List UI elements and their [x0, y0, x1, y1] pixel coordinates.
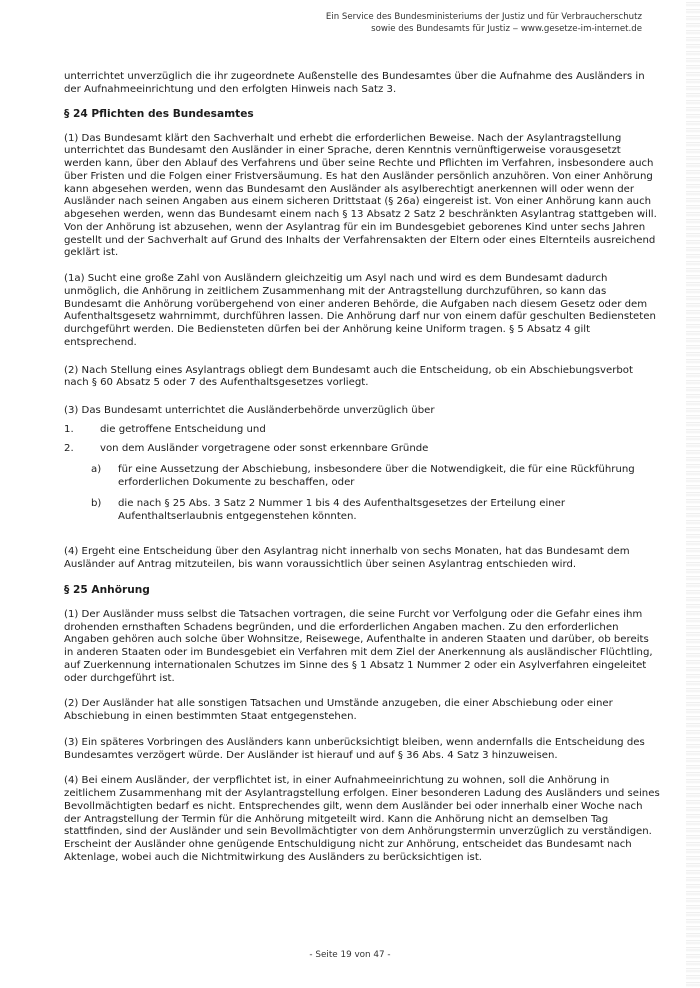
intro-paragraph: unterrichtet unverzüglich die ihr zugeordnete Außenstelle des Bundesamtes über die Aufnahme des Ausländers in der Aufnahmeeinrichtung und den erfolgten Hinweis nach Satz 3.	[64, 71, 645, 95]
section-25-heading: § 25 Anhörung	[64, 583, 150, 596]
section-24-paragraph-1a: (1a) Sucht eine große Zahl von Ausländern gleichzeitig um Asyl nach und wird es dem Bundesamt dadurch unmöglich, die Anhörung in zeitlichem Zusammenhang mit der Antragstellung durchzuführen, so kann das Bundesamt die Anhörung vorübergehend von einer anderen Behörde, die Aufgaben nach diesem Gesetz oder dem Aufenthaltsgesetz wahrnimmt, durchführen lassen. Die Anhörung darf nur von einem dafür geschulten Bediensteten durchgeführt werden. Die Bediensteten dürfen bei der Anhörung keine Uniform tragen. § 5 Absatz 4 gilt entsprechend.	[64, 273, 656, 348]
sublist-item-letter: a)	[91, 464, 102, 476]
sublist-item	[64, 464, 660, 490]
section-24-paragraph-1: (1) Das Bundesamt klärt den Sachverhalt und erhebt die erforderlichen Beweise. Nach der Asylantragstellung unterrichtet das Bundesamt den Ausländer in einer Sprache, deren Kenntnis vernünftigerweise vorausgesetzt werden kann, über den Ablauf des Verfahrens und über seine Rechte und Pflichten im Verfahren, insbesondere auch über Fristen und die Folgen einer Fristversäumung. Es hat den Ausländer persönlich anzuhören. Von einer Anhörung kann abgesehen werden, wenn das Bundesamt den Ausländer als asylberechtigt anerkennen will oder wenn der Ausländer nach seinen Angaben aus einem sicheren Drittstaat (§ 26a) eingereist ist. Von einer Anhörung kann auch abgesehen werden, wenn das Bundesamt einem nach § 13 Absatz 2 Satz 2 beschränkten Asylantrag stattgeben will. Von der Anhörung ist abzusehen, wenn der Asylantrag für ein im Bundesgebiet geborenes Kind unter sechs Jahren gestellt und der Sachverhalt auf Grund des Inhalts der Verfahrensakten der Eltern oder eines Elternteils ausreichend geklärt ist.	[64, 132, 657, 259]
list-item-number: 1.	[64, 423, 74, 435]
header-line-1: Ein Service des Bundesministeriums der Justiz und für Verbraucherschutz	[325, 12, 642, 22]
list-item-text: von dem Ausländer vorgetragene oder sonst erkennbare Gründe	[100, 442, 429, 454]
list-item	[64, 443, 660, 456]
header-line-2: sowie des Bundesamts für Justiz ‒ www.gesetze-im-internet.de	[371, 24, 642, 34]
sublist-item-text: die nach § 25 Abs. 3 Satz 2 Nummer 1 bis 4 des Aufenthaltsgesetzes der Erteilung einer Aufenthaltserlaubnis entgegenstehen könnten.	[118, 497, 566, 522]
section-24-paragraph-3: (3) Das Bundesamt unterrichtet die Ausländerbehörde unverzüglich über	[64, 405, 435, 416]
section-24-paragraph-4: (4) Ergeht eine Entscheidung über den Asylantrag nicht innerhalb von sechs Monaten, hat das Bundesamt dem Ausländer auf Antrag mitzuteilen, bis wann voraussichtlich über seinen Asylantrag entschieden wird.	[64, 546, 630, 570]
list-item-number: 2.	[64, 442, 74, 454]
sublist-item	[64, 498, 660, 524]
list-item	[64, 424, 660, 437]
section-25-paragraph-2: (2) Der Ausländer hat alle sonstigen Tatsachen und Umstände anzugeben, die einer Abschiebung oder einer Abschiebung in einen bestimmten Staat entgegenstehen.	[64, 698, 613, 722]
section-24-paragraph-2: (2) Nach Stellung eines Asylantrags obliegt dem Bundesamt auch die Entscheidung, ob ein Abschiebungsverbot nach § 60 Absatz 5 oder 7 des Aufenthaltsgesetzes vorliegt.	[64, 364, 633, 389]
section-25-paragraph-4: (4) Bei einem Ausländer, der verpflichtet ist, in einer Aufnahmeeinrichtung zu wohnen, soll die Anhörung in zeitlichem Zusammenhang mit der Asylantragstellung erfolgen. Einer besonderen Ladung des Ausländers und seines Bevollmächtigten bedarf es nicht. Entsprechendes gilt, wenn dem Ausländer bei oder innerhalb einer Woche nach der Antragstellung der Termin für die Anhörung mitgeteilt wird. Kann die Anhörung nicht an demselben Tag stattfinden, sind der Ausländer und sein Bevollmächtigter von dem Anhörungstermin unverzüglich zu verständigen. Erscheint der Ausländer ohne genügende Entschuldigung nicht zur Anhörung, entscheidet das Bundesamt nach Aktenlage, wobei auch die Nichtmitwirkung des Ausländers zu berücksichtigen ist.	[64, 775, 660, 863]
document-body	[64, 71, 660, 865]
list-item-text: die getroffene Entscheidung und	[100, 423, 266, 435]
section-25-paragraph-3: (3) Ein späteres Vorbringen des Ausländers kann unberücksichtigt bleiben, wenn andernfalls die Entscheidung des Bundesamtes verzögert würde. Der Ausländer ist hierauf und auf § 36 Abs. 4 Satz 3 hinzuweisen.	[64, 736, 645, 761]
scan-edge	[686, 0, 700, 988]
sublist-item-text: für eine Aussetzung der Abschiebung, insbesondere über die Notwendigkeit, die für eine Rückführung erforderlichen Dokumente zu beschaffen, oder	[118, 464, 635, 488]
section-24-heading: § 24 Pflichten des Bundesamtes	[64, 107, 254, 120]
section-25-paragraph-1: (1) Der Ausländer muss selbst die Tatsachen vortragen, die seine Furcht vor Verfolgung oder die Gefahr eines ihm drohenden ernsthaften Schadens begründen, und die erforderlichen Angaben machen. Zu den erforderlichen Angaben gehören auch solche über Wohnsitze, Reisewege, Aufenthalte in anderen Staaten und darüber, ob bereits in anderen Staaten oder im Bundesgebiet ein Verfahren mit dem Ziel der Anerkennung als ausländischer Flüchtling, auf Zuerkennung internationalen Schutzes im Sinne des § 1 Absatz 1 Nummer 2 oder ein Asylverfahren eingeleitet oder durchgeführt ist.	[64, 608, 653, 684]
page-header	[326, 11, 642, 35]
sublist-item-letter: b)	[91, 497, 102, 509]
page-number-footer: - Seite 19 von 47 -	[309, 950, 391, 960]
